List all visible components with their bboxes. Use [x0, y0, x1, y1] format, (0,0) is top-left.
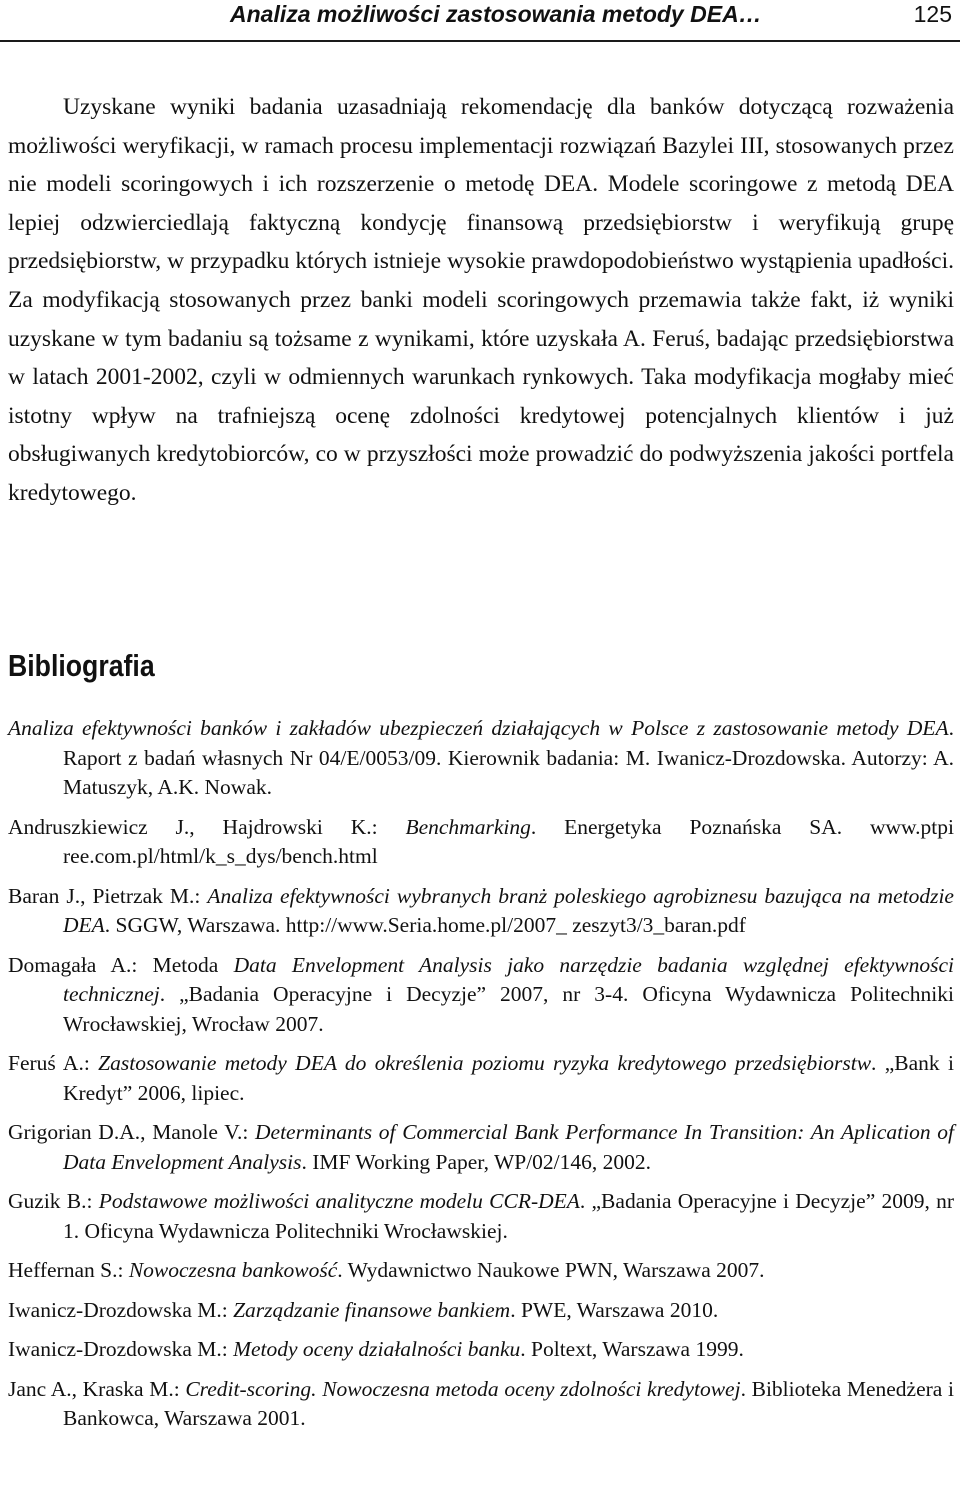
bib-authors: Janc A., Kraska M.: — [8, 1376, 186, 1401]
body-paragraph: Uzyskane wyniki badania uzasadniają rekomendację dla banków dotyczącą rozważenia możliwości weryfikacji, w ramach procesu implementacji rozwiązań Bazylei III, stosowanych przez nie modeli scoringowych i ich rozszerzenie o metodę DEA. Modele scoringowe z metodą DEA lepiej odzwierciedlają faktyczną kondycję finansową przedsiębiorstw i weryfikują grupę przedsiębiorstw, w przypadku których istnieje wysokie prawdopodobieństwo wystąpienia upadłości. Za modyfikacją stosowanych przez banki modeli scoringowych przemawia także fakt, iż wyniki uzyskane w tym badaniu są tożsame z wynikami, które uzyskała A. Feruś, badając przedsiębiorstwa w latach 2001-2002, czyli w odmiennych warunkach rynkowych. Taka modyfikacja mogłaby mieć istotny wpływ na trafniejszą ocenę zdolności kredytowej potencjalnych klientów i już obsługiwanych kredytobiorców, co w przyszłości może prowadzić do podwyższenia jakości portfela kredytowego. — [8, 94, 954, 506]
bib-title: Zarządzanie finansowe bankiem — [233, 1297, 511, 1322]
bibliography-entry — [8, 813, 954, 872]
bib-authors: Grigorian D.A., Manole V.: — [8, 1120, 256, 1144]
bibliography-entry — [8, 714, 954, 803]
bib-details: . „Badania Operacyjne i Decyzje” 2007, nr 3-4. Oficyna Wydawnicza Politechniki Wrocławskiej, Wrocław 2007. — [63, 982, 954, 1036]
bib-details: . PWE, Warszawa 2010. — [510, 1297, 719, 1322]
bib-title: Benchmarking — [405, 814, 531, 839]
bib-authors: Domagała A.: Metoda — [8, 952, 234, 977]
page-number: 125 — [913, 1, 952, 27]
bib-details: . „Badania Operacyjne i Decyzje” 2009, nr 1. Oficyna Wydawnicza Politechniki Wrocławskiej. — [63, 1189, 954, 1243]
bibliography-entry — [8, 1335, 954, 1365]
bib-details: . Raport z badań własnych Nr 04/E/0053/09. Kierownik badania: M. Iwanicz-Drozdowska. Autorzy: A. Matuszyk, A.K. Nowak. — [63, 716, 954, 799]
bib-details: . Wydawnictwo Naukowe PWN, Warszawa 2007. — [337, 1258, 765, 1282]
bibliography-entry — [8, 1375, 954, 1434]
bib-title: Data Envelopment Analysis jako narzędzie badania względnej efektywności technicznej — [63, 952, 955, 1006]
bibliography-entry — [8, 1118, 954, 1177]
section-heading: Bibliografia — [8, 648, 155, 683]
bib-title: Determinants of Commercial Bank Performance In Transition: An Aplication of Data Envelopment Analysis — [63, 1120, 955, 1174]
bib-details: . Biblioteka Menedżera i Bankowca, Warszawa 2001. — [63, 1376, 954, 1430]
bib-title: Nowoczesna bankowość — [128, 1258, 338, 1282]
bib-authors: Iwanicz-Drozdowska M.: — [8, 1337, 234, 1361]
page-header — [0, 0, 960, 44]
bibliography-entry — [8, 951, 954, 1040]
bib-title: Analiza efektywności wybranych branż poleskiego agrobiznesu bazująca na metodzie DEA — [63, 883, 954, 937]
bib-authors: Guzik B.: — [8, 1189, 99, 1213]
bib-details: . Poltext, Warszawa 1999. — [520, 1337, 744, 1361]
bib-title: Zastosowanie metody DEA do określenia poziomu ryzyka kredytowego przedsiębiorstw — [98, 1051, 872, 1075]
bibliography-entry — [8, 1049, 954, 1108]
bib-title: Analiza efektywności banków i zakładów ubezpieczeń działających w Polsce z zastosowanie metody DEA — [8, 716, 949, 740]
header-rule — [0, 40, 960, 42]
bibliography-entry — [8, 1187, 954, 1246]
bib-title: Podstawowe możliwości analityczne modelu CCR-DEA — [98, 1189, 580, 1213]
bib-details: . Energetyka Poznańska SA. www.ptpi ree.com.pl/html/k_s_dys/bench.html — [63, 814, 955, 868]
bib-title: Metody oceny działalności banku — [233, 1337, 521, 1361]
bibliography-list — [8, 714, 954, 1444]
bibliography-entry — [8, 1256, 954, 1286]
bib-details: . „Bank i Kredyt” 2006, lipiec. — [63, 1051, 954, 1105]
running-title: Analiza możliwości zastosowania metody DEA… — [230, 1, 762, 27]
bib-authors: Baran J., Pietrzak M.: — [8, 883, 208, 908]
bib-details: . IMF Working Paper, WP/02/146, 2002. — [301, 1149, 652, 1174]
bib-title: Credit-scoring. Nowoczesna metoda oceny zdolności kredytowej — [185, 1376, 741, 1401]
bib-authors: Heffernan S.: — [8, 1258, 129, 1282]
bib-authors: Andruszkiewicz J., Hajdrowski K.: — [8, 814, 406, 839]
bib-details: . SGGW, Warszawa. http://www.Seria.home.pl/2007_ zeszyt3/3_baran.pdf — [104, 913, 746, 937]
bibliography-entry — [8, 882, 954, 941]
bib-authors: Iwanicz-Drozdowska M.: — [8, 1297, 234, 1322]
bib-authors: Feruś A.: — [8, 1051, 99, 1075]
bibliography-entry — [8, 1296, 954, 1326]
